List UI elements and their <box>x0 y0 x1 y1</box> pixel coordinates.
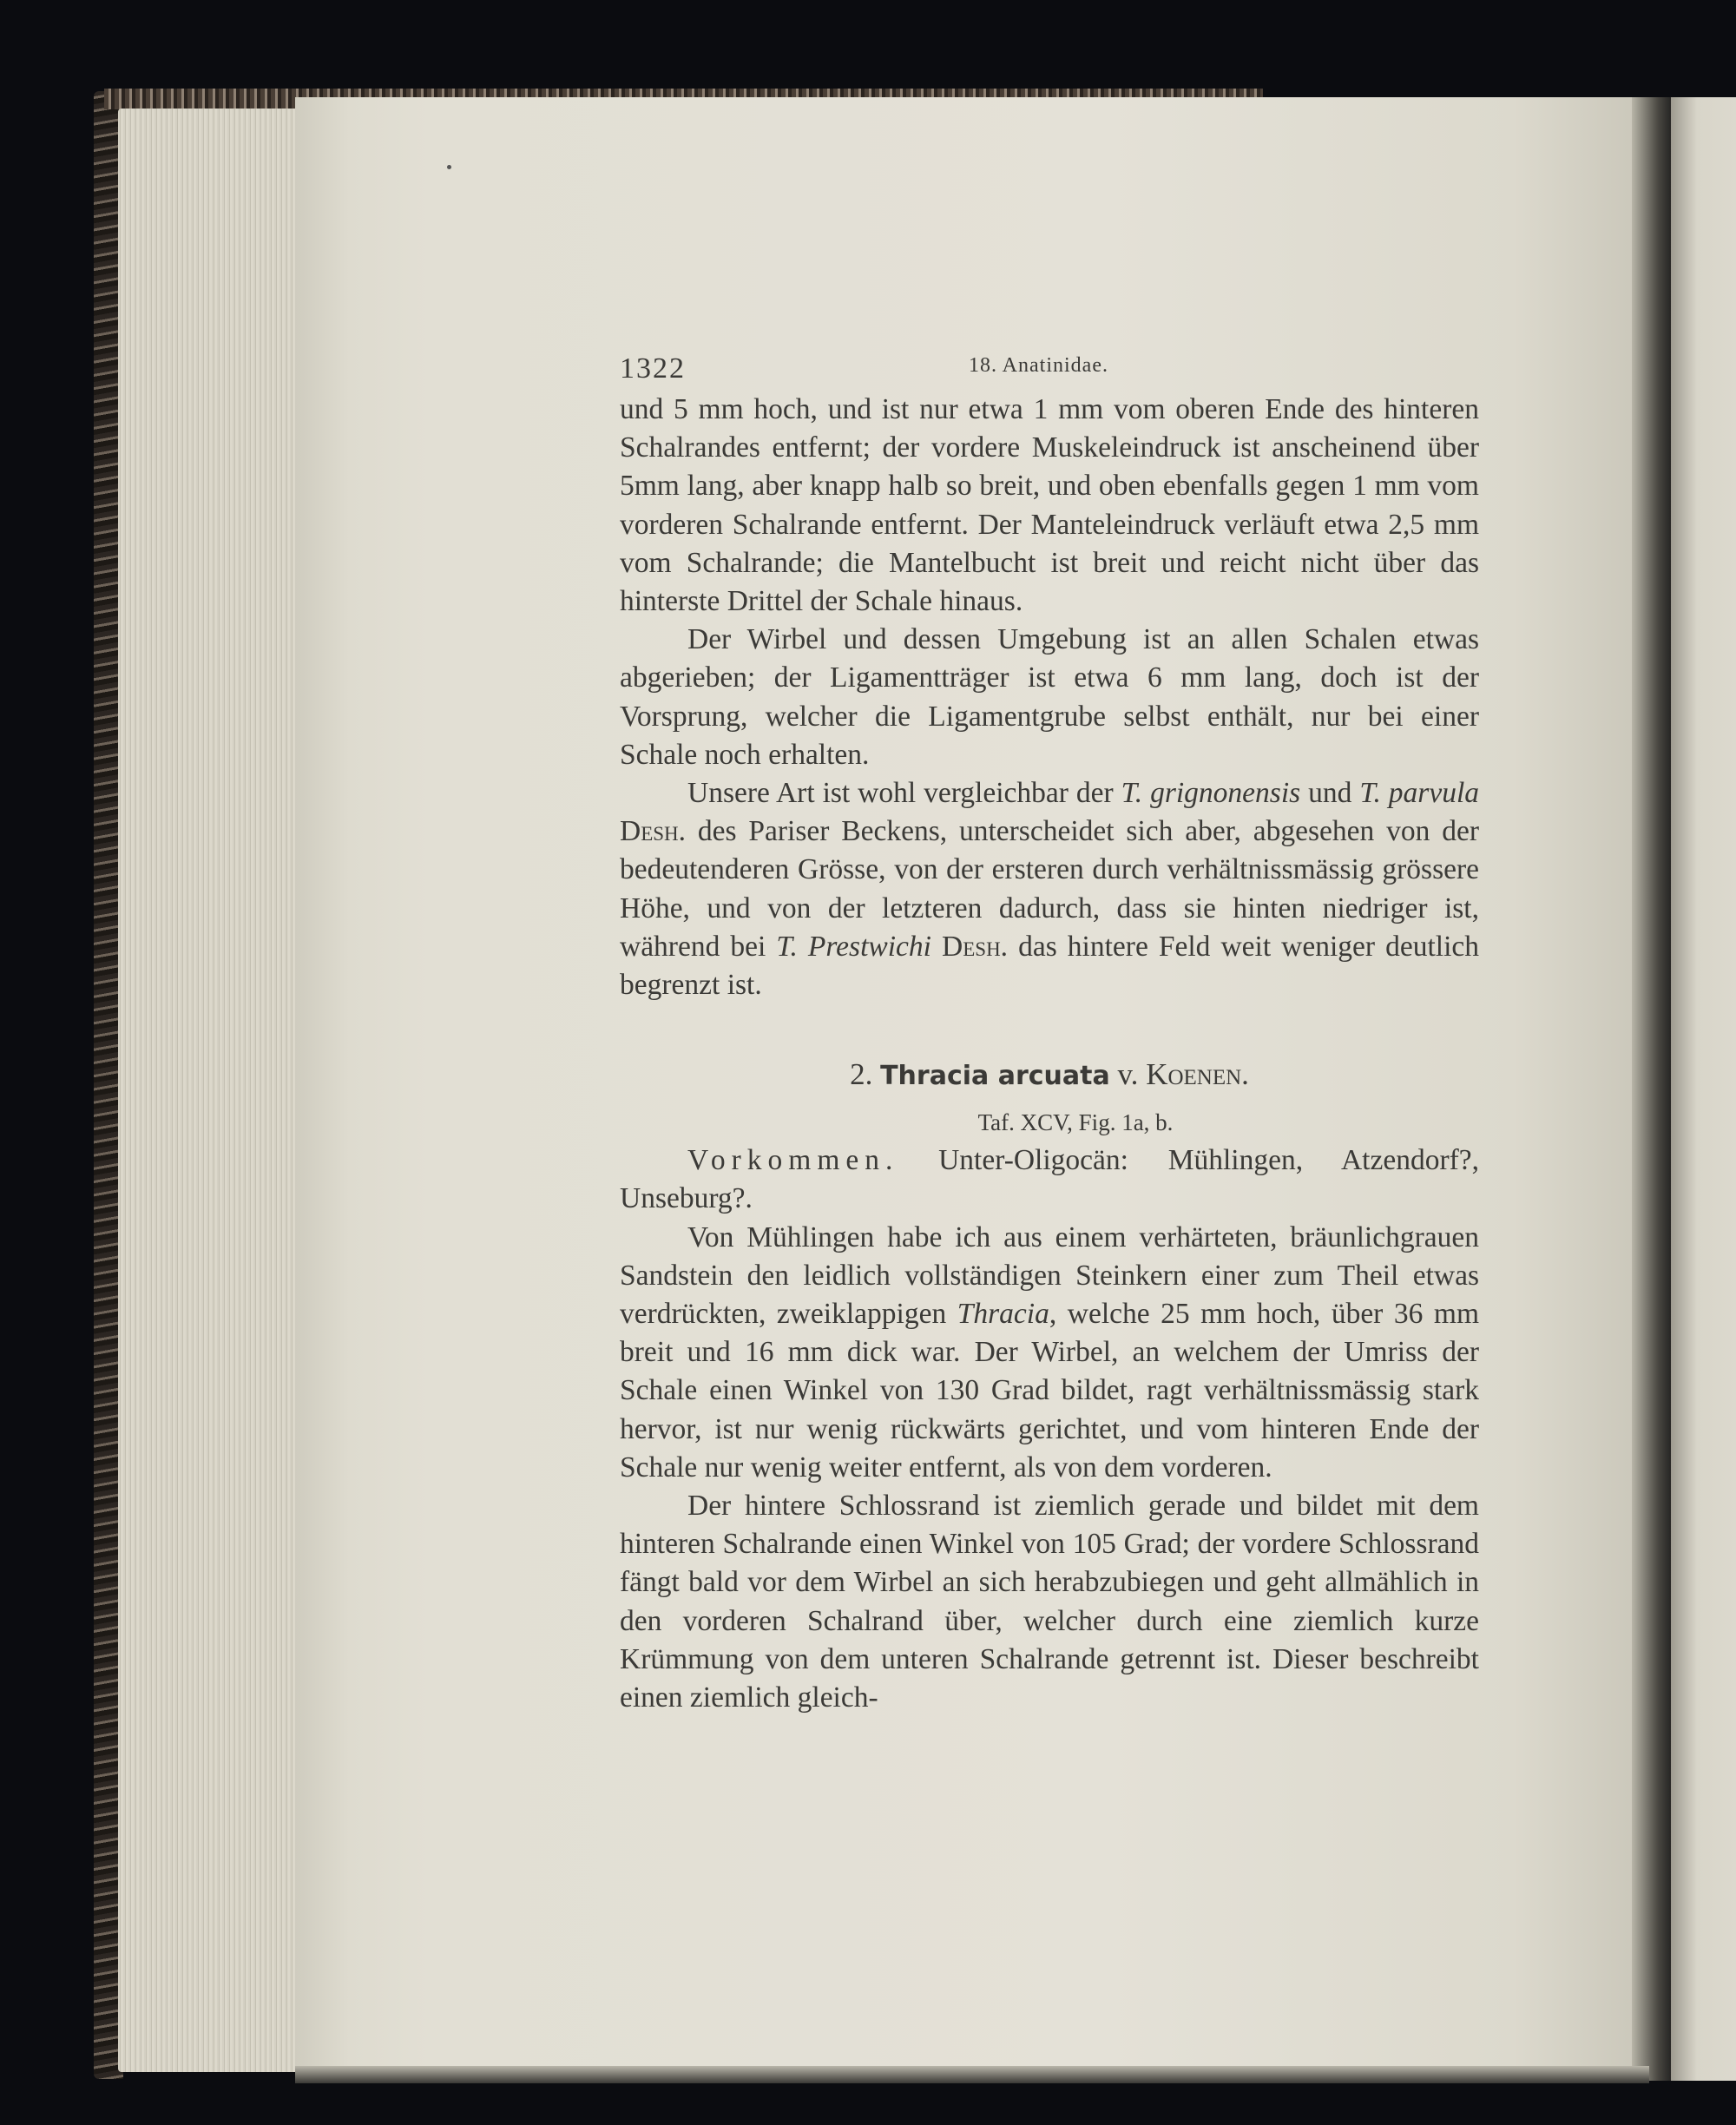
species-author: Koenen. <box>1146 1057 1249 1092</box>
species-number: 2. <box>850 1057 873 1092</box>
species-heading <box>620 1053 1479 1098</box>
facing-page <box>1671 97 1736 2081</box>
occurrence-text: Unter-Oligocän: Mühlingen, Atzendorf?, Unseburg?. <box>620 1144 1479 1215</box>
author-prefix: v. <box>1117 1057 1139 1092</box>
species-name: T. grignonensis <box>1121 777 1301 810</box>
paragraph-muscle-scars: und 5 mm hoch, und ist nur etwa 1 mm vom oberen Ende des hinteren Schalrandes entfernt; der vordere Muskeleindruck ist anscheinend über 5mm lang, aber knapp halb so breit, und oben ebenfalls gegen 1 mm vom vorderen Schalrande entfernt. Der Manteleindruck verläuft etwa 2,5 mm vom Schalrande; die Mantelbucht ist breit und reicht nicht über das hinterste Drittel der Schale hinaus. <box>620 393 1479 618</box>
paragraph-specimen <box>620 1219 1479 1487</box>
book-gutter <box>1632 97 1675 2081</box>
text-run: Unsere Art ist wohl vergleichbar der <box>687 777 1121 810</box>
page-edges <box>118 109 318 2072</box>
running-head <box>620 347 1479 391</box>
occurrence-label: Vorkommen. <box>687 1144 899 1177</box>
plate-reference: Taf. XCV, Fig. 1a, b. <box>977 1109 1174 1136</box>
paragraph-umbo: Der Wirbel und dessen Umgebung ist an allen Schalen etwas abgerieben; der Ligamentträger ist etwa 6 mm lang, doch ist der Vorsprung, welcher die Ligamentgrube selbst enthält, nur bei einer Schale noch erhalten. <box>620 623 1479 771</box>
species-heading-name: Thracia arcuata <box>880 1061 1110 1092</box>
text-run <box>931 931 942 963</box>
text-block <box>620 347 1479 1717</box>
text-run: , welche 25 mm hoch, über 36 mm breit und 16 mm dick war. Der Wirbel, an welchem der Umriss der Schale einen Winkel von 130 Grad bildet, ragt verhältnissmässig stark hervor, ist nur wenig rückwärts gerichtet, und vom hinteren Ende der Schale nur wenig weiter entfernt, als von dem vorderen. <box>620 1298 1479 1484</box>
author-name: Desh. <box>620 815 687 848</box>
paragraph-hinge: Der hintere Schlossrand ist ziemlich gerade und bildet mit dem hinteren Schalrande einen Winkel von 105 Grad; der vordere Schlossrand fängt bald vor dem Wirbel an sich herabzubiegen und geht allmählich in den vorderen Schalrand über, welcher durch eine ziemlich kurze Krümmung von dem unteren Schalrande getrennt ist. Dieser beschreibt einen ziemlich gleich- <box>620 1490 1479 1714</box>
paragraph-occurrence <box>620 1141 1479 1218</box>
text-run: und <box>1300 777 1360 810</box>
paper-speck <box>447 165 451 169</box>
text-run: Von Mühlingen habe ich aus einem verhärteten, bräunlichgrauen Sandstein den leidlich vollständigen Steinkern einer zum Theil etwas verdrückten, zweiklappigen <box>620 1220 1479 1331</box>
species-name: T. parvula <box>1359 777 1480 810</box>
page-number: 1322 <box>620 352 686 385</box>
text-run: des Pariser Beckens, unterscheidet sich aber, abgesehen von der bedeutenderen Grösse, von der ersteren durch verhältnissmässig grössere Höhe, und von der letzteren dadurch, dass sie hinten niedriger ist, während bei <box>620 815 1479 963</box>
genus-name: Thracia <box>957 1298 1049 1331</box>
text-run: das hintere Feld weit weniger deutlich begrenzt ist. <box>620 930 1480 1002</box>
page-bottom-shadow <box>295 2066 1649 2083</box>
section-title: 18. Anatinidae. <box>969 354 1108 377</box>
species-name: T. Prestwichi <box>776 930 931 963</box>
author-name: Desh. <box>942 930 1009 963</box>
paragraph-comparison <box>620 774 1479 1004</box>
